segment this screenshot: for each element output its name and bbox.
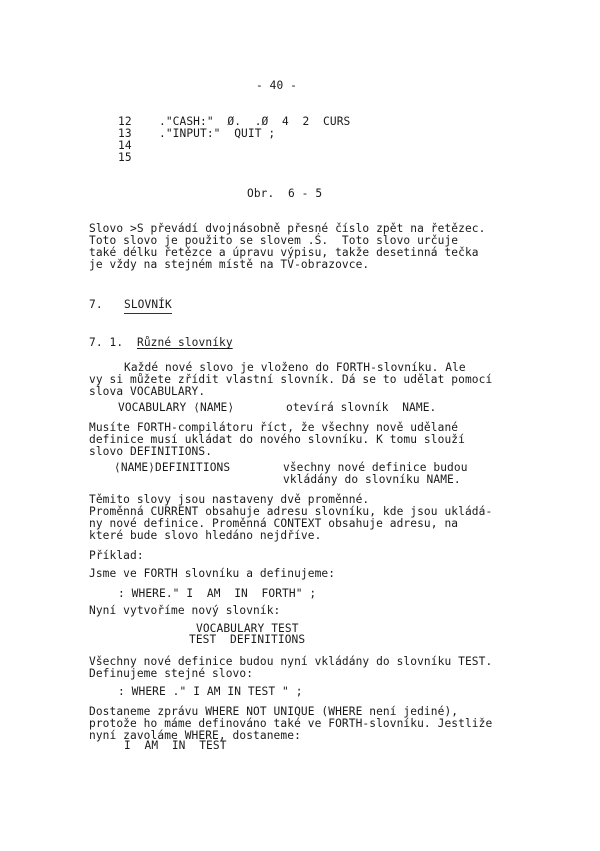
text-line: slovo DEFINITIONS.	[89, 445, 213, 458]
definitions-syntax: ⟨NAME⟩DEFINITIONS	[114, 461, 231, 474]
example-label: Příklad:	[89, 549, 144, 562]
text-line: Těmito slovy jsou nastaveny dvě proměnné.	[89, 493, 370, 506]
listing-line-number: 15	[118, 151, 132, 164]
text-line: nyní zavoláme WHERE, dostaneme:	[89, 729, 301, 742]
listing-line-number: 14	[118, 139, 132, 152]
text-line: Všechny nové definice budou nyní vkládány do slovníku TEST.	[89, 655, 493, 668]
listing-code: ."CASH:" Ø. .Ø 4 2 CURS	[159, 115, 351, 128]
text-line: Dostaneme zprávu WHERE NOT UNIQUE (WHERE není jediné),	[89, 705, 459, 718]
text-line: slova VOCABULARY.	[89, 385, 206, 398]
chapter-title-underline	[124, 313, 172, 314]
example-text: Nyní vytvoříme nový slovník:	[89, 604, 281, 617]
text-line: ny nové definice. Proměnná CONTEXT obsahuje adresu, na	[89, 517, 459, 530]
page-number: - 40 -	[256, 79, 298, 92]
text-line: definice musí ukládat do nového slovníku. K tomu slouží	[89, 433, 465, 446]
definitions-description-line: vkládány do slovníku NAME.	[283, 473, 461, 486]
text-line: Definujeme stejné slovo:	[89, 667, 254, 680]
example-code: : WHERE ." I AM IN TEST " ;	[118, 685, 303, 698]
listing-code: ."INPUT:" QUIT ;	[159, 127, 276, 140]
listing-line-number: 12	[118, 115, 132, 128]
text-line: také délku řetězce a úpravu výpisu, takže desetinná tečka	[89, 246, 479, 259]
vocabulary-description: otevírá slovník NAME.	[286, 401, 437, 414]
definitions-description-line: všechny nové definice budou	[283, 461, 468, 474]
chapter-number: 7.	[89, 298, 103, 311]
listing-line-number: 13	[118, 127, 132, 140]
section-title: Různé slovníky	[137, 336, 233, 349]
example-text: Jsme ve FORTH slovníku a definujeme:	[89, 567, 336, 580]
text-line: které bude slovo hledáno nejdříve.	[89, 529, 322, 542]
text-line: Každé nové slovo je vloženo do FORTH-slovníku. Ale	[124, 361, 466, 374]
figure-caption: Obr. 6 - 5	[247, 187, 323, 200]
vocabulary-syntax: VOCABULARY ⟨NAME⟩	[118, 401, 235, 414]
text-line: Proměnná CURRENT obsahuje adresu slovníku, kde jsou ukládá-	[89, 505, 493, 518]
text-line: protože ho máme definováno také ve FORTH-slovníku. Jestliže	[89, 717, 493, 730]
text-line: Slovo >S převádí dvojnásobně přesné číslo zpět na řetězec.	[89, 222, 486, 235]
chapter-title: SLOVNÍK	[124, 298, 172, 311]
example-code: VOCABULARY TEST	[196, 622, 299, 635]
example-code: : WHERE." I AM IN FORTH" ;	[118, 587, 317, 600]
text-line: je vždy na stejném místě na TV-obrazovce.	[89, 258, 370, 271]
text-line: vy si můžete zřídit vlastní slovník. Dá se to udělat pomocí	[89, 373, 493, 386]
section-number: 7. 1.	[89, 336, 124, 349]
text-line: Toto slovo je použito se slovem .Ś. Toto slovo určuje	[89, 234, 459, 247]
text-line: Musíte FORTH-compilátoru říct, že všechny nově udělané	[89, 421, 459, 434]
example-code: TEST DEFINITIONS	[189, 633, 306, 646]
example-output: I AM IN TEST	[124, 739, 227, 752]
